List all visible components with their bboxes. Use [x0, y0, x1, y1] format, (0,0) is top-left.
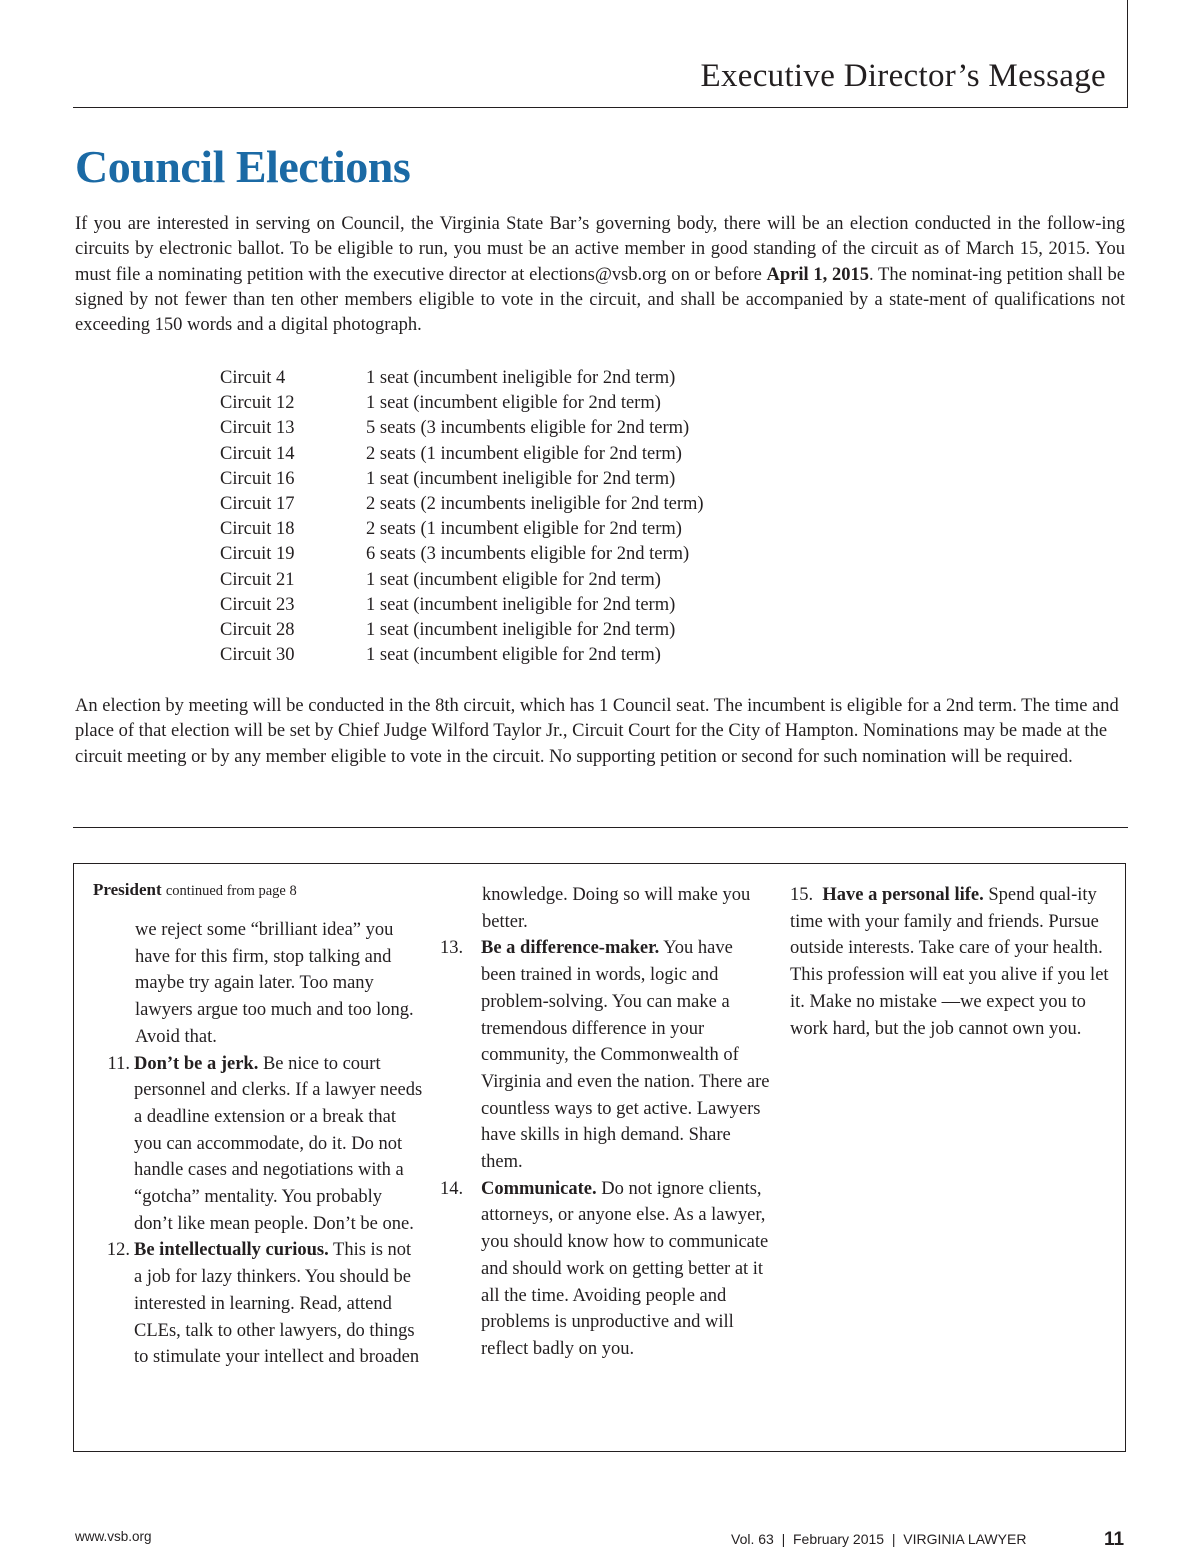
- article-headline: Council Elections: [75, 141, 411, 192]
- circuit-seats: 1 seat (incumbent eligible for 2nd term): [366, 645, 661, 666]
- circuit-row: [220, 416, 704, 441]
- footer-issue: Vol. 63 | February 2015 | VIRGINIA LAWYER: [731, 1531, 1027, 1547]
- item-title: Be intellectually curious.: [134, 1240, 329, 1261]
- circuit-seats: 1 seat (incumbent eligible for 2nd term): [366, 569, 661, 590]
- circuit-list: [220, 366, 704, 668]
- continued-text: we reject some “brilliant idea” you have for this firm, stop talking and maybe try again later. Too many lawyers argue too much and too long. Avoid that.: [135, 920, 414, 1047]
- item-number: 14.: [440, 1178, 464, 1199]
- item-text: Do not ignore clients, attorneys, or anyone else. As a lawyer, you should know how to communicate and should work on getting better at it all the time. Avoiding people and problems is unproductive and will reflect badly on you.: [481, 1178, 769, 1359]
- item-text: This is not a job for lazy thinkers. You should be interested in learning. Read, attend CLEs, talk to other lawyers, do things to stimulate your intellect and broaden: [134, 1240, 420, 1368]
- page-number: 11: [1104, 1529, 1125, 1550]
- circuit-name: Circuit 13: [220, 418, 295, 439]
- circuit-row: [220, 366, 704, 391]
- circuit-name: Circuit 21: [220, 569, 295, 590]
- continued-text: knowledge. Doing so will make you better.: [482, 885, 751, 932]
- circuit-seats: 1 seat (incumbent ineligible for 2nd term): [366, 368, 676, 388]
- president-column-2: [440, 882, 770, 1363]
- item-text: Be nice to court personnel and clerks. If a lawyer needs a deadline extension or a break that you can accommodate, do it. Do not handle cases and negotiations with a “gotcha” mentality. You probably don’t like mean people. Don’t be one.: [134, 1053, 423, 1234]
- item-number: 12.: [106, 1240, 130, 1261]
- circuit-name: Circuit 28: [220, 619, 295, 640]
- item-body: [134, 1051, 423, 1238]
- item-body: [481, 935, 770, 1175]
- president-column-1: [93, 878, 423, 1371]
- list-item: [93, 1237, 423, 1371]
- header-divider: [73, 107, 1128, 108]
- circuit-row: [220, 492, 704, 517]
- item-body: [134, 1237, 423, 1371]
- continued-label-title: President: [93, 880, 162, 899]
- section-title: Executive Director’s Message: [700, 58, 1106, 94]
- circuit-row: [220, 467, 704, 492]
- circuit-name: Circuit 4: [220, 368, 286, 388]
- circuit-name: Circuit 17: [220, 493, 295, 514]
- continued-label: [93, 878, 423, 903]
- item-title: Have a personal life.: [822, 885, 984, 905]
- list-item: [440, 935, 770, 1175]
- circuit-seats: 5 seats (3 incumbents eligible for 2nd term): [366, 418, 690, 439]
- continued-label-rest: continued from page 8: [165, 883, 297, 899]
- circuit-name: Circuit 19: [220, 544, 295, 565]
- item-number: 13.: [440, 938, 464, 959]
- circuit-name: Circuit 16: [220, 468, 295, 489]
- circuit-seats: 2 seats (1 incumbent eligible for 2nd term): [366, 443, 682, 464]
- intro-paragraph: [75, 212, 1125, 338]
- item-number: 11.: [107, 1053, 130, 1074]
- item-title: Communicate.: [481, 1178, 597, 1199]
- item-title: Be a difference-maker.: [481, 938, 660, 959]
- circuit-seats: 1 seat (incumbent ineligible for 2nd term): [366, 468, 676, 489]
- circuit-row: [220, 517, 704, 542]
- item-text: Spend qual-ity time with your family and friends. Pursue outside interests. Take care of your health. This profession will eat you alive if you let it. Make no mistake —we expect you to work hard, but the job cannot own you.: [790, 885, 1109, 1039]
- circuit-row: [220, 593, 704, 618]
- circuit-name: Circuit 23: [220, 594, 295, 615]
- item-title: Don’t be a jerk.: [134, 1053, 259, 1074]
- intro-text-pre: If you are interested in serving on Council, the Virginia State Bar’s governing body, there will be an election conducted in the follow-ing circuits by electronic ballot. To be eligible to run, you must be an active member in good standing of the circuit as of March 15, 2015. You must file a nominating petition with the executive director at elections@vsb.org on or before: [75, 214, 1125, 285]
- circuit-row: [220, 542, 704, 567]
- circuit-seats: 1 seat (incumbent ineligible for 2nd term): [366, 594, 676, 615]
- item-body: [481, 1176, 770, 1363]
- president-column-3: [790, 882, 1110, 1042]
- circuit-seats: 1 seat (incumbent ineligible for 2nd term): [366, 619, 676, 640]
- list-item: [790, 882, 1110, 1042]
- circuit-seats: 2 seats (1 incumbent eligible for 2nd term): [366, 519, 682, 540]
- list-item: [440, 1176, 770, 1363]
- circuit-seats: 6 seats (3 incumbents eligible for 2nd term): [366, 544, 690, 565]
- list-item: [93, 1051, 423, 1238]
- circuit-name: Circuit 18: [220, 519, 295, 540]
- item-number: 15.: [790, 885, 814, 905]
- circuit-row: [220, 568, 704, 593]
- circuit-row: [220, 643, 704, 668]
- header-vertical-rule: [1127, 0, 1128, 108]
- deadline-date: April 1, 2015: [766, 264, 870, 285]
- footer-website: www.vsb.org: [75, 1529, 152, 1544]
- circuit-seats: 1 seat (incumbent eligible for 2nd term): [366, 393, 661, 414]
- circuit-name: Circuit 30: [220, 645, 295, 666]
- circuit-seats: 2 seats (2 incumbents ineligible for 2nd term): [366, 493, 704, 514]
- meeting-election-paragraph: An election by meeting will be conducted in the 8th circuit, which has 1 Council seat. The incumbent is eligible for a 2nd term. The time and place of that election will be set by Chief Judge Wilford Taylor Jr., Circuit Court for the City of Hampton. Nominations may be made at the circuit meeting or by any member eligible to vote in the circuit. No supporting petition or second for such nomination will be required.: [75, 696, 1119, 767]
- section-divider: [73, 827, 1128, 828]
- circuit-row: [220, 618, 704, 643]
- item-text: You have been trained in words, logic and problem-solving. You can make a tremendous difference in your community, the Commonwealth of Virginia and even the nation. There are countless ways to get active. Lawyers have skills in high demand. Share them.: [481, 938, 770, 1173]
- circuit-name: Circuit 14: [220, 443, 295, 464]
- intro-text-post: . The nominat-ing petition shall be signed by not fewer than ten other members eligible to vote in the circuit, and shall be accompanied by a state-ment of qualifications not exceeding 150 words and a digital photograph.: [75, 264, 1126, 336]
- circuit-row: [220, 391, 704, 416]
- circuit-name: Circuit 12: [220, 393, 295, 414]
- circuit-row: [220, 442, 704, 467]
